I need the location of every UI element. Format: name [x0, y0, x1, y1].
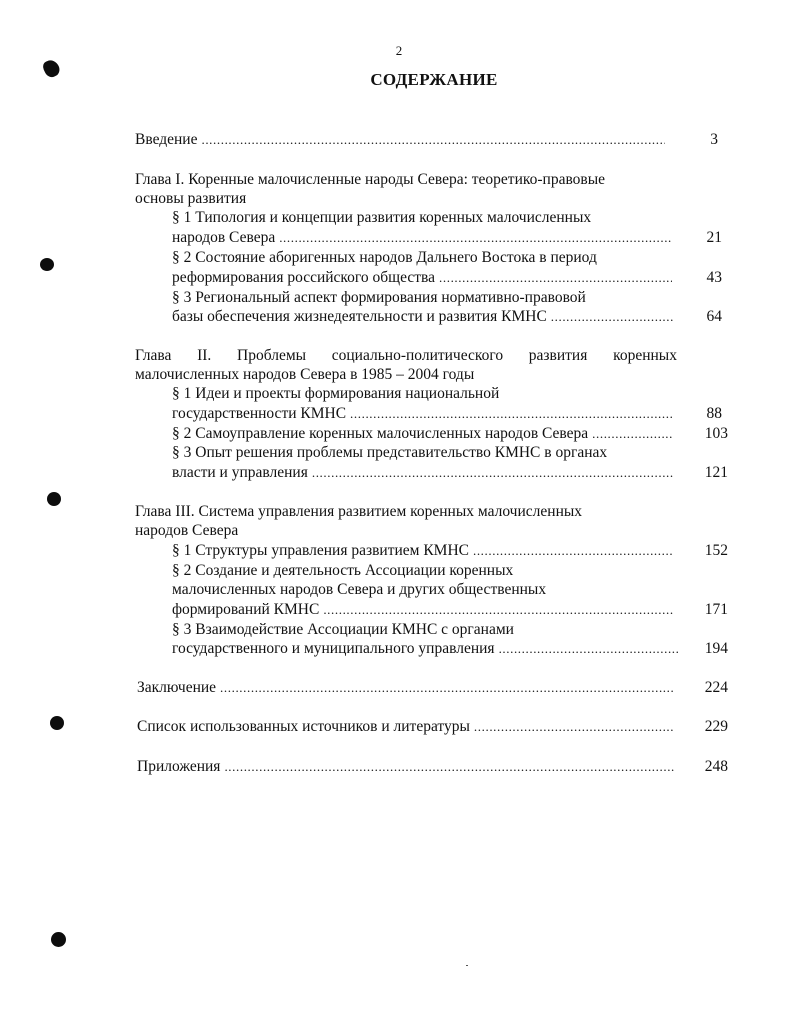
toc-entry-sources[interactable]: [137, 717, 674, 737]
chapter-heading: основы развития: [135, 190, 247, 207]
toc-label: Приложения: [137, 758, 221, 775]
dot-leader: [201, 130, 665, 150]
toc-entry-ch2-s3[interactable]: [172, 463, 674, 483]
chapter-heading: малочисленных народов Севера в 1985 – 2004 годы: [135, 366, 475, 383]
dot-leader: [224, 757, 674, 777]
toc-page-number: 88: [706, 405, 722, 422]
toc-label: § 2 Самоуправление коренных малочисленных народов Севера: [172, 425, 589, 442]
toc-label: Список использованных источников и литературы: [137, 718, 470, 735]
dot-leader: [312, 463, 674, 483]
toc-section-label: § 1 Идеи и проекты формирования национальной: [172, 385, 500, 402]
toc-section-label: § 3 Взаимодействие Ассоциации КМНС с органами: [172, 621, 514, 638]
toc-section-label: § 2 Создание и деятельность Ассоциации коренных: [172, 562, 514, 579]
chapter-heading: Глава I. Коренные малочисленные народы Севера: теоретико-правовые: [135, 171, 606, 188]
toc-entry-ch3-s3[interactable]: [172, 639, 678, 659]
toc-label: власти и управления: [172, 464, 308, 481]
toc-page-number: 43: [706, 269, 722, 286]
toc-page-number: 121: [704, 464, 728, 481]
page-title: СОДЕРЖАНИЕ: [370, 70, 498, 89]
toc-section-label: § 3 Опыт решения проблемы представительство КМНС в органах: [172, 444, 608, 461]
toc-label: реформирования российского общества: [172, 269, 436, 286]
scan-mark: [47, 492, 61, 506]
dot-leader: [350, 404, 674, 424]
toc-page-number: 229: [704, 718, 728, 735]
toc-entry-ch1-s3[interactable]: [172, 307, 674, 327]
toc-entry-ch2-s2[interactable]: [172, 424, 672, 444]
toc-page-number: 194: [704, 640, 728, 657]
scan-mark: [51, 932, 66, 947]
dot-leader: [592, 424, 672, 444]
dot-leader: [279, 228, 672, 248]
toc-page-number: 224: [704, 679, 728, 696]
dot-leader: [473, 541, 674, 561]
heading-word: развития: [528, 347, 588, 364]
chapter-heading: народов Севера: [135, 522, 239, 539]
heading-word: Глава: [135, 347, 172, 364]
dot-leader: [323, 600, 674, 620]
heading-word: коренных: [613, 347, 677, 364]
toc-label: Заключение: [137, 679, 217, 696]
toc-section-label: § 1 Типология и концепции развития коренных малочисленных: [172, 209, 592, 226]
dot-leader: [551, 307, 674, 327]
toc-entry-ch1-s2[interactable]: [172, 268, 672, 288]
toc-page-number: 171: [704, 601, 728, 618]
toc-label: государственного и муниципального управления: [172, 640, 495, 657]
toc-page-number: 152: [704, 542, 728, 559]
toc-entry-ch3-s2[interactable]: [172, 600, 674, 620]
dot-leader: [220, 678, 674, 698]
scan-mark: [40, 258, 54, 271]
scan-mark: [50, 716, 64, 730]
toc-entry-appendices[interactable]: [137, 757, 674, 777]
chapter-heading: Глава III. Система управления развитием коренных малочисленных: [135, 503, 583, 520]
toc-page-number: 21: [706, 229, 722, 246]
toc-entry-ch1-s1[interactable]: [172, 228, 672, 248]
toc-section-label: § 3 Региональный аспект формирования нормативно-правовой: [172, 289, 586, 306]
heading-word: Проблемы: [237, 347, 307, 364]
chapter-heading: [135, 346, 677, 366]
toc-page-number: 3: [710, 131, 718, 148]
dot-leader: [439, 268, 672, 288]
toc-label: государственности КМНС: [172, 405, 347, 422]
toc-section-label: малочисленных народов Севера и других общественных: [172, 581, 547, 598]
dot-leader: [499, 639, 678, 659]
heading-word: социально-политического: [331, 347, 504, 364]
toc-entry-conclusion[interactable]: [137, 678, 674, 698]
toc-label: § 1 Структуры управления развитием КМНС: [172, 542, 469, 559]
toc-entry-intro[interactable]: [135, 130, 665, 150]
toc-label: формирований КМНС: [172, 601, 320, 618]
toc-section-label: § 2 Состояние аборигенных народов Дальнего Востока в период: [172, 249, 597, 266]
toc-page-number: 248: [704, 758, 728, 775]
toc-page-number: 64: [706, 308, 722, 325]
heading-word: II.: [197, 347, 212, 364]
toc-entry-ch3-s1[interactable]: [172, 541, 674, 561]
toc-label: Введение: [135, 131, 198, 148]
scan-speck: [466, 965, 468, 966]
toc-label: базы обеспечения жизнедеятельности и развития КМНС: [172, 308, 547, 325]
toc-page-number: 103: [704, 425, 728, 442]
toc-entry-ch2-s1[interactable]: [172, 404, 674, 424]
toc-label: народов Севера: [172, 229, 276, 246]
dot-leader: [474, 717, 674, 737]
page-number: 2: [395, 43, 403, 58]
